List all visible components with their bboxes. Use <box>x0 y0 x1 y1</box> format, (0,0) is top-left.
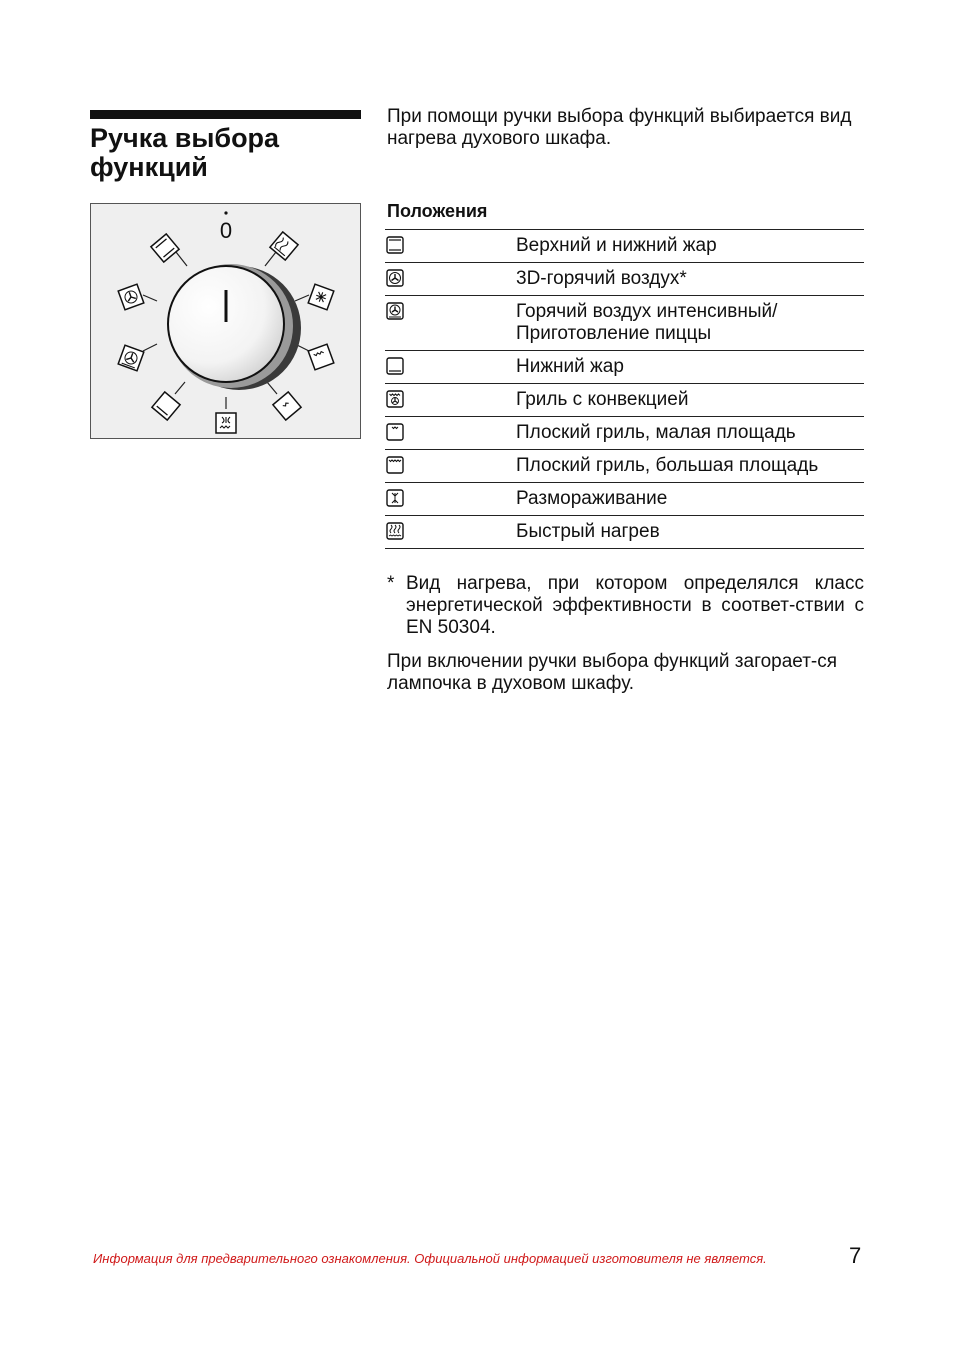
position-label: Гриль с конвекцией <box>516 389 689 410</box>
top-bottom-heat-icon <box>386 236 404 254</box>
section-title-line2: функций <box>90 152 208 182</box>
defrost-icon <box>308 284 334 310</box>
hot-air-intensive-icon <box>118 345 144 371</box>
position-row <box>385 450 864 483</box>
positions-heading: Положения <box>387 201 488 221</box>
dial-zero-mark: 0 <box>219 218 233 243</box>
top-bottom-heat-icon <box>151 234 179 262</box>
footnote-text: Вид нагрева, при котором определялся класс энергетической эффективности в соответ-ствии с EN 50304. <box>406 573 864 638</box>
hot-air-intensive-icon <box>386 302 404 320</box>
flat-grill-large-icon <box>308 344 334 370</box>
position-row <box>385 230 864 263</box>
position-row <box>385 384 864 417</box>
rapid-heat-icon <box>386 522 404 540</box>
position-row <box>385 417 864 450</box>
grill-convection-icon <box>270 232 298 260</box>
position-label: Верхний и нижний жар <box>516 235 717 256</box>
position-label: Плоский гриль, малая площадь <box>516 422 796 443</box>
position-label: 3D-горячий воздух* <box>516 268 687 289</box>
position-label: Горячий воздух интенсивный/ Приготовление пиццы <box>516 301 778 344</box>
flat-grill-small-icon <box>386 423 404 441</box>
positions-table <box>385 229 864 549</box>
position-row <box>385 296 864 351</box>
closing-paragraph: При включении ручки выбора функций загорает-ся лампочка в духовом шкафу. <box>387 651 838 694</box>
section-title-line1: Ручка выбора <box>90 123 280 153</box>
page-number: 7 <box>849 1243 862 1268</box>
hot-air-3d-icon <box>118 284 144 310</box>
hot-air-3d-icon <box>386 269 404 287</box>
flat-grill-large-icon <box>386 456 404 474</box>
position-label: Размораживание <box>516 488 668 509</box>
intro-paragraph: При помощи ручки выбора функций выбирается вид нагрева духового шкафа. <box>387 106 852 149</box>
function-selector-dial <box>90 203 361 439</box>
dial-illustration <box>91 204 360 438</box>
position-row <box>385 263 864 296</box>
position-label: Быстрый нагрев <box>516 521 660 542</box>
footer-disclaimer: Информация для предварительного ознакомления. Официальной информацией изготовителя не является. <box>93 1251 767 1266</box>
rapid-heat-icon <box>216 413 236 433</box>
bottom-heat-icon <box>386 357 404 375</box>
footnote-mark: * <box>387 573 395 594</box>
position-row <box>385 483 864 516</box>
position-label: Нижний жар <box>516 356 624 377</box>
flat-grill-small-icon <box>273 392 301 420</box>
section-title <box>90 124 361 182</box>
position-label: Плоский гриль, большая площадь <box>516 455 819 476</box>
defrost-icon <box>386 489 404 507</box>
position-row <box>385 351 864 384</box>
section-rule <box>90 110 361 119</box>
position-row <box>385 516 864 549</box>
grill-convection-icon <box>386 390 404 408</box>
bottom-heat-icon <box>152 392 180 420</box>
footnote <box>387 573 864 639</box>
